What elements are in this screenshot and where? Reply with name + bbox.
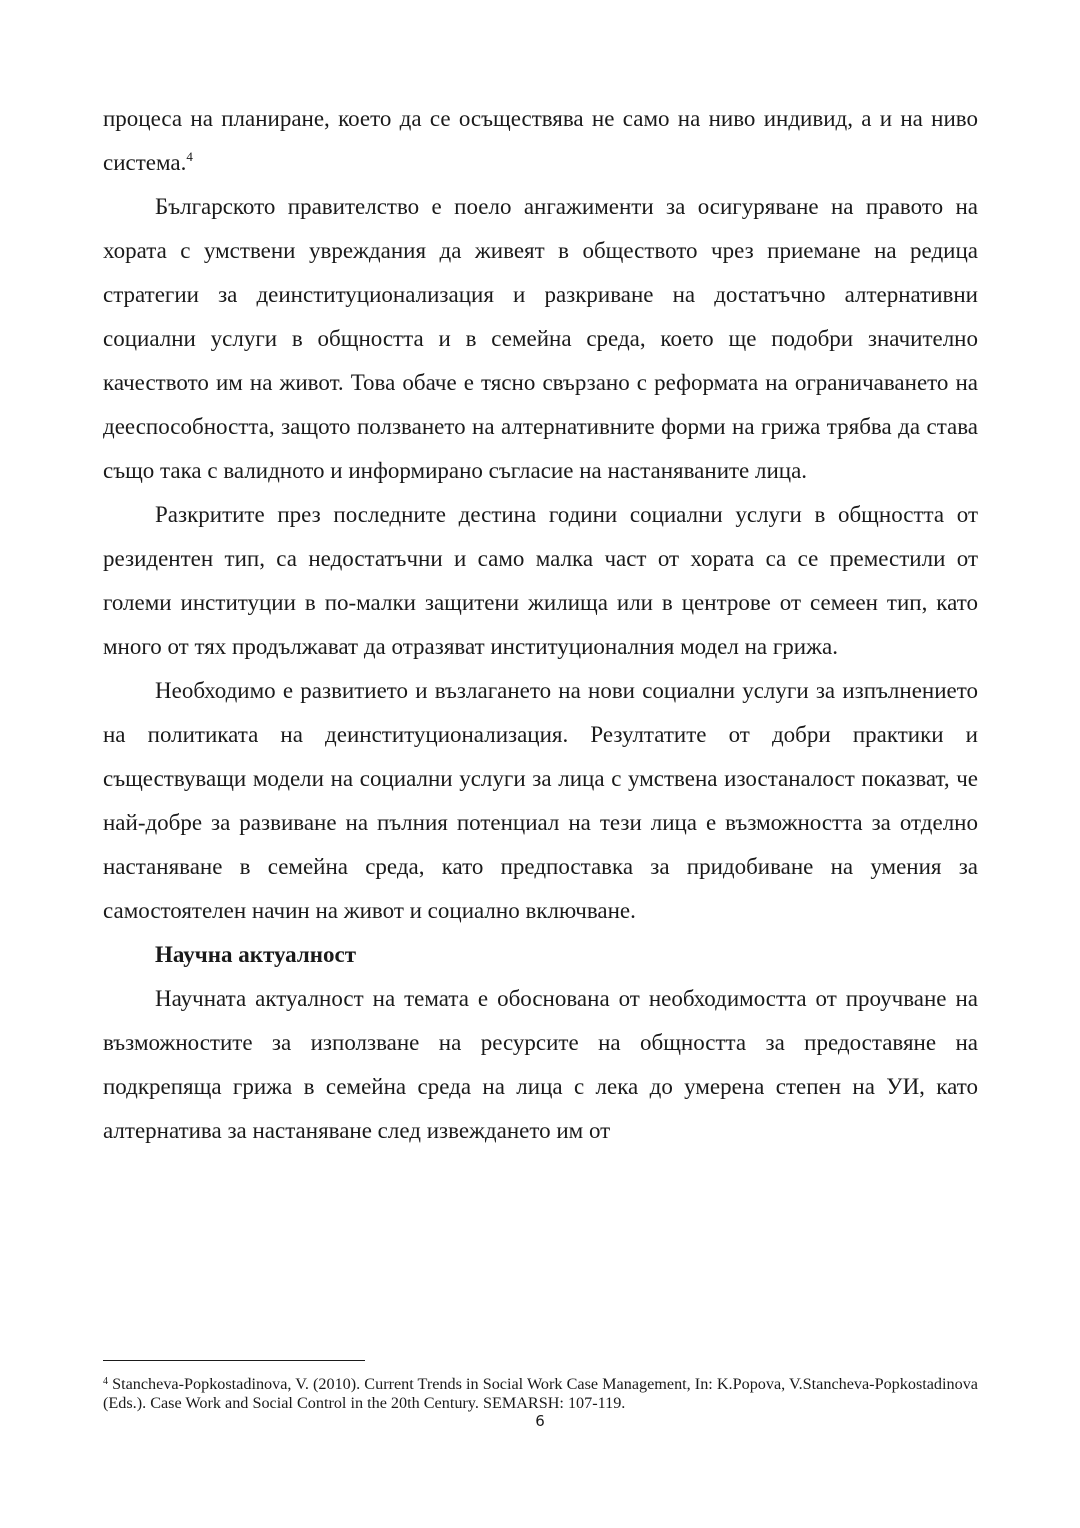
paragraph-4: Необходимо е развитието и възлагането на нови социални услуги за изпълнението на политиката на деинституционализация. Резултатите от добри практики и съществуващи модели на социални услуги за лица с умствена изостаналост показват, че най-добре за развиване на пълния потенциал на тези лица е възможността за отделно настаняване в семейна среда, като предпоставка за придобиване на умения за самостоятелен начин на живот и социално включване. bbox=[103, 678, 978, 923]
paragraph-1 bbox=[103, 97, 978, 185]
paragraph-1-text: процеса на планиране, което да се осъществява не само на ниво индивид, а и на ниво система. bbox=[103, 106, 978, 175]
body-text bbox=[103, 97, 978, 1153]
paragraph-3: Разкритите през последните дестина години социални услуги в общността от резидентен тип, са недостатъчни и само малка част от хората са се преместили от големи институции в по-малки защитени жилища или в центрове от семеен тип, като много от тях продължават да отразяват институционалния модел на грижа. bbox=[103, 502, 978, 659]
page-number: 6 bbox=[535, 1412, 545, 1430]
footnote bbox=[103, 1375, 978, 1413]
paragraph-2: Българското правителство е поело ангажименти за осигуряване на правото на хората с умствени увреждания да живеят в обществото чрез приемане на редица стратегии за деинституционализация и разкриване на достатъчно алтернативни социални услуги в общността и в семейна среда, което ще подобри значително качеството им на живот. Това обаче е тясно свързано с реформата на ограничаването на дееспособността, защото ползването на алтернативните форми на грижа трябва да става също така с валидното и информирано съгласие на настаняваните лица. bbox=[103, 194, 978, 483]
footnote-text: Stancheva-Popkostadinova, V. (2010). Current Trends in Social Work Case Management, In: K.Popova, V.Stancheva-Popkostadinova (Eds.). Case Work and Social Control in the 20th Century. SEMARSH: 107-119. bbox=[103, 1375, 978, 1412]
footnote-number: 4 bbox=[103, 1376, 108, 1387]
paragraph-5: Научната актуалност на темата е обоснована от необходимостта от проучване на възможностите за използване на ресурсите на общността за предоставяне на подкрепяща грижа в семейна среда на лица с лека до умерена степен на УИ, като алтернатива за настаняване след извеждането им от bbox=[103, 986, 978, 1143]
footnote-reference: 4 bbox=[186, 149, 193, 164]
section-heading: Научна актуалност bbox=[155, 942, 357, 967]
footnote-separator bbox=[103, 1360, 365, 1361]
